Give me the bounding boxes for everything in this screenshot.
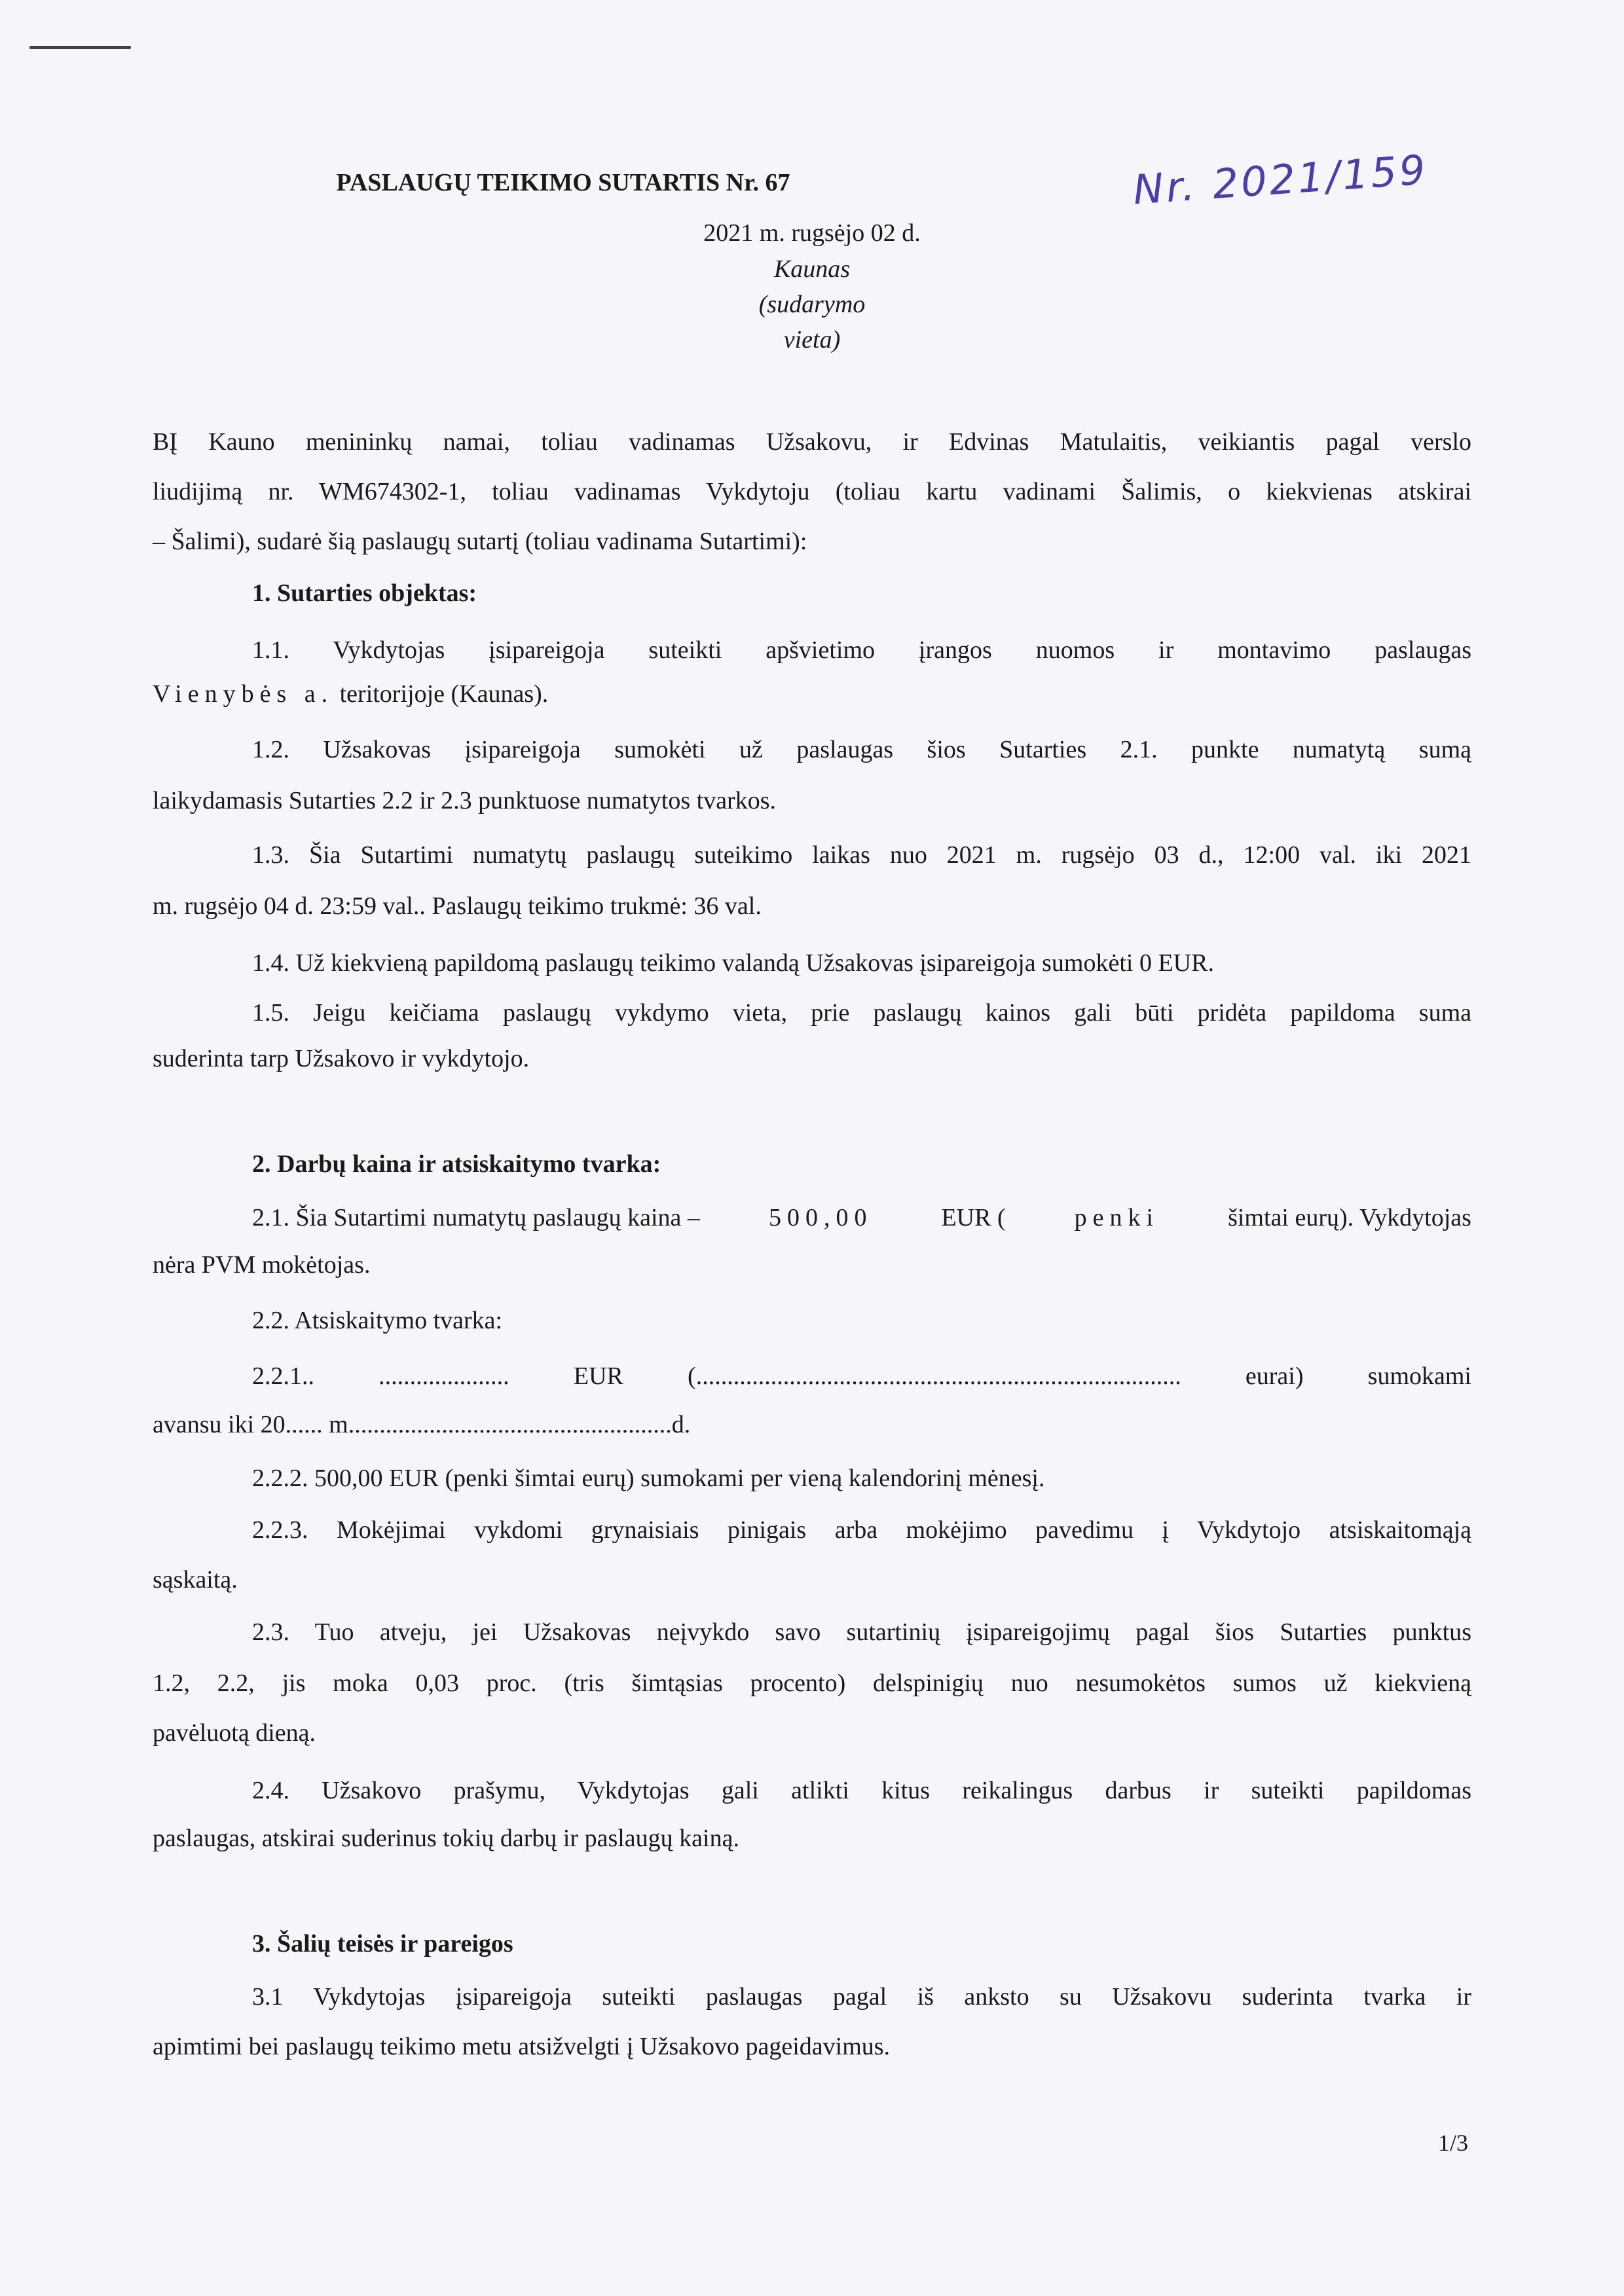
clause-3-1: 3.1 Vykdytojas įsipareigoja suteikti paslaugas pagal iš anksto su Užsakovu suderinta tvarka ir: [252, 1983, 1471, 2011]
clause-text: EUR (: [941, 1204, 1006, 1231]
clause-1-4: 1.4. Už kiekvieną papildomą paslaugų teikimo valandą Užsakovas įsipareigoja sumokėti 0 EUR.: [252, 949, 1214, 977]
clause-1-1-cont: [153, 678, 1471, 710]
clause-2-4-cont: paslaugas, atskirai suderinus tokių darbų ir paslaugų kainą.: [153, 1825, 739, 1852]
clause-2-2-3: 2.2.3. Mokėjimai vykdomi grynaisiais pinigais arba mokėjimo pavedimu į Vykdytojo atsiskaitomąją: [252, 1516, 1471, 1544]
clause-1-3-cont: m. rugsėjo 04 d. 23:59 val.. Paslaugų teikimo trukmė: 36 val.: [153, 892, 762, 920]
intro-line: – Šalimi), sudarė šią paslaugų sutartį (toliau vadinama Sutartimi):: [153, 528, 807, 555]
clause-1-2: 1.2. Užsakovas įsipareigoja sumokėti už paslaugas šios Sutarties 2.1. punkte numatytą sumą: [252, 736, 1471, 763]
clause-3-1-cont: apimtimi bei paslaugų teikimo metu atsižvelgti į Užsakovo pageidavimus.: [153, 2033, 891, 2060]
scan-mark: [29, 46, 131, 49]
clause-2-4: 2.4. Užsakovo prašymu, Vykdytojas gali atlikti kitus reikalingus darbus ir suteikti papildomas: [252, 1777, 1471, 1804]
place-note-1: (sudarymo: [758, 291, 866, 318]
clause-1-2-cont: laikydamasis Sutarties 2.2 ir 2.3 punktuose numatytos tvarkos.: [153, 787, 777, 814]
price-amount: 500,00: [768, 1204, 873, 1231]
intro-line: BĮ Kauno menininkų namai, toliau vadinamas Užsakovu, ir Edvinas Matulaitis, veikiantis pagal verslo: [153, 428, 1471, 456]
document-title: PASLAUGŲ TEIKIMO SUTARTIS Nr. 67: [336, 169, 790, 196]
page-number: 1/3: [1438, 2130, 1469, 2156]
clause-2-1: [252, 1202, 1471, 1233]
clause-2-2-3-cont: sąskaitą.: [153, 1566, 238, 1594]
place-note-2: vieta): [783, 326, 841, 354]
contract-date: 2021 m. rugsėjo 02 d.: [703, 219, 921, 247]
clause-2-3-cont: 1.2, 2.2, jis moka 0,03 proc. (tris šimtąsias procento) delspinigių nuo nesumokėtos sumos už kiekvieną: [153, 1669, 1471, 1697]
clause-1-5-cont: suderinta tarp Užsakovo ir vykdytojo.: [153, 1045, 530, 1072]
clause-2-2: 2.2. Atsiskaitymo tvarka:: [252, 1307, 503, 1334]
clause-2-2-1: 2.2.1.. ..................... EUR (.............................................................................. eurai) sumokami: [252, 1362, 1471, 1390]
contract-place: Kaunas: [773, 255, 851, 283]
clause-text: teritorijoje (Kaunas).: [339, 680, 549, 708]
service-location: Vienybės a.: [153, 680, 334, 708]
clause-1-3: 1.3. Šia Sutartimi numatytų paslaugų suteikimo laikas nuo 2021 m. rugsėjo 03 d., 12:00 val. iki 2021: [252, 841, 1471, 869]
clause-1-1: 1.1. Vykdytojas įsipareigoja suteikti apšvietimo įrangos nuomos ir montavimo paslaugas: [252, 636, 1471, 664]
section-1-heading: 1. Sutarties objektas:: [252, 579, 477, 607]
section-2-heading: 2. Darbų kaina ir atsiskaitymo tvarka:: [252, 1150, 661, 1178]
clause-2-3: 2.3. Tuo atveju, jei Užsakovas neįvykdo savo sutartinių įsipareigojimų pagal šios Sutarties punktus: [252, 1618, 1471, 1646]
clause-2-3-cont: pavėluotą dieną.: [153, 1719, 316, 1747]
price-words: penki: [1074, 1204, 1160, 1231]
clause-1-5: 1.5. Jeigu keičiama paslaugų vykdymo vieta, prie paslaugų kainos gali būti pridėta papildoma suma: [252, 999, 1471, 1027]
clause-2-2-1-cont: avansu iki 20...... m....................................................d.: [153, 1411, 691, 1438]
clause-text: šimtai eurų). Vykdytojas: [1228, 1204, 1471, 1231]
clause-text: 2.1. Šia Sutartimi numatytų paslaugų kaina –: [252, 1204, 700, 1231]
intro-line: liudijimą nr. WM674302-1, toliau vadinamas Vykdytoju (toliau kartu vadinami Šalimis, o kiekvienas atskirai: [153, 478, 1471, 505]
clause-2-2-2: 2.2.2. 500,00 EUR (penki šimtai eurų) sumokami per vieną kalendorinį mėnesį.: [252, 1465, 1045, 1492]
section-3-heading: 3. Šalių teisės ir pareigos: [252, 1930, 513, 1958]
clause-2-1-cont: nėra PVM mokėtojas.: [153, 1251, 371, 1279]
handwritten-registration-number: Nr. 2021/159: [1132, 145, 1430, 214]
